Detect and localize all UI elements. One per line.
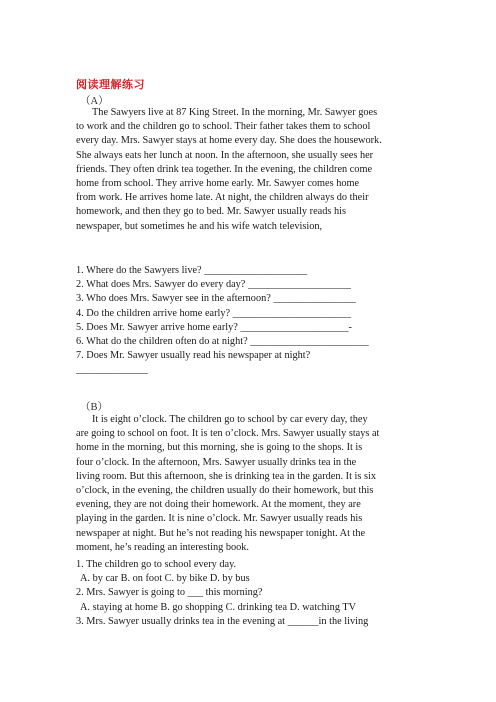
question-line: 6. What do the children often do at night? _______________________ [76,336,369,348]
answer-line: ______________ [76,364,149,376]
passage-line: are going to school on foot. It is ten o’clock. Mrs. Sawyer usually stays at [76,428,380,440]
options-line: A. by car B. on foot C. by bike D. by bus [80,573,250,585]
question-line: 7. Does Mr. Sawyer usually read his newspaper at night? [76,350,311,362]
passage-line: from work. He arrives home late. At night, the children always do their [76,192,369,204]
passage-line: friends. They often drink tea together. In the evening, the children come [76,163,373,175]
passage-line: The Sawyers live at 87 King Street. In the morning, Mr. Sawyer goes [92,107,378,118]
passage-line: to work and the children go to school. Their father takes them to school [76,121,371,133]
question-line: 2. What does Mrs. Sawyer do every day? ____________________ [76,279,351,291]
page-title: 阅读理解练习 [76,78,145,91]
passage-line: o’clock, in the evening, the children usually do their homework, but this [76,485,374,497]
question-line: 5. Does Mr. Sawyer arrive home early? _____________________- [76,321,352,333]
passage-line: moment, he’s reading an interesting book. [76,541,250,553]
passage-line: It is eight o’clock. The children go to school by car every day, they [92,414,368,425]
passage-line: newspaper at night. But he’s not reading his newspaper tonight. At the [76,527,366,539]
section-a-questions [76,264,369,378]
section-b-passage [76,413,436,555]
passage-line: newspaper, but sometimes he and his wife watch television, [76,220,323,232]
question-line: 2. Mrs. Sawyer is going to ___ this morning? [76,587,263,599]
question-line: 4. Do the children arrive home early? _______________________ [76,307,352,319]
passage-line: home from school. They arrive home early. Mr. Sawyer comes home [76,178,360,190]
passage-line: living room. But this afternoon, she is drinking tea in the garden. It is six [76,470,376,482]
question-line: 1. The children go to school every day. [76,559,237,570]
section-b-questions [76,558,368,629]
section-a-label: （A） [80,96,109,107]
passage-line: every day. Mrs. Sawyer stays at home every day. She does the housework. [76,135,382,147]
section-b-label: （B） [80,402,109,413]
question-line: 3. Who does Mrs. Sawyer see in the afternoon? ________________ [76,293,356,305]
passage-line: evening, they are not doing their homework. At the moment, they are [76,499,361,511]
passage-line: She always eats her lunch at noon. In the afternoon, she usually sees her [76,149,374,161]
section-a-passage [76,106,436,234]
passage-line: four o’clock. In the afternoon, Mrs. Sawyer usually drinks tea in the [76,456,357,468]
passage-line: homework, and then they go to bed. Mr. Sawyer usually reads his [76,206,346,218]
question-line: 3. Mrs. Sawyer usually drinks tea in the evening at ______in the living [76,615,369,627]
options-line: A. staying at home B. go shopping C. drinking tea D. watching TV [80,601,357,613]
passage-line: home in the morning, but this morning, she is going to the shops. It is [76,442,363,454]
passage-line: playing in the garden. It is nine o’clock. Mr. Sawyer usually reads his [76,513,363,525]
question-line: 1. Where do the Sawyers live? ____________________ [76,265,308,276]
